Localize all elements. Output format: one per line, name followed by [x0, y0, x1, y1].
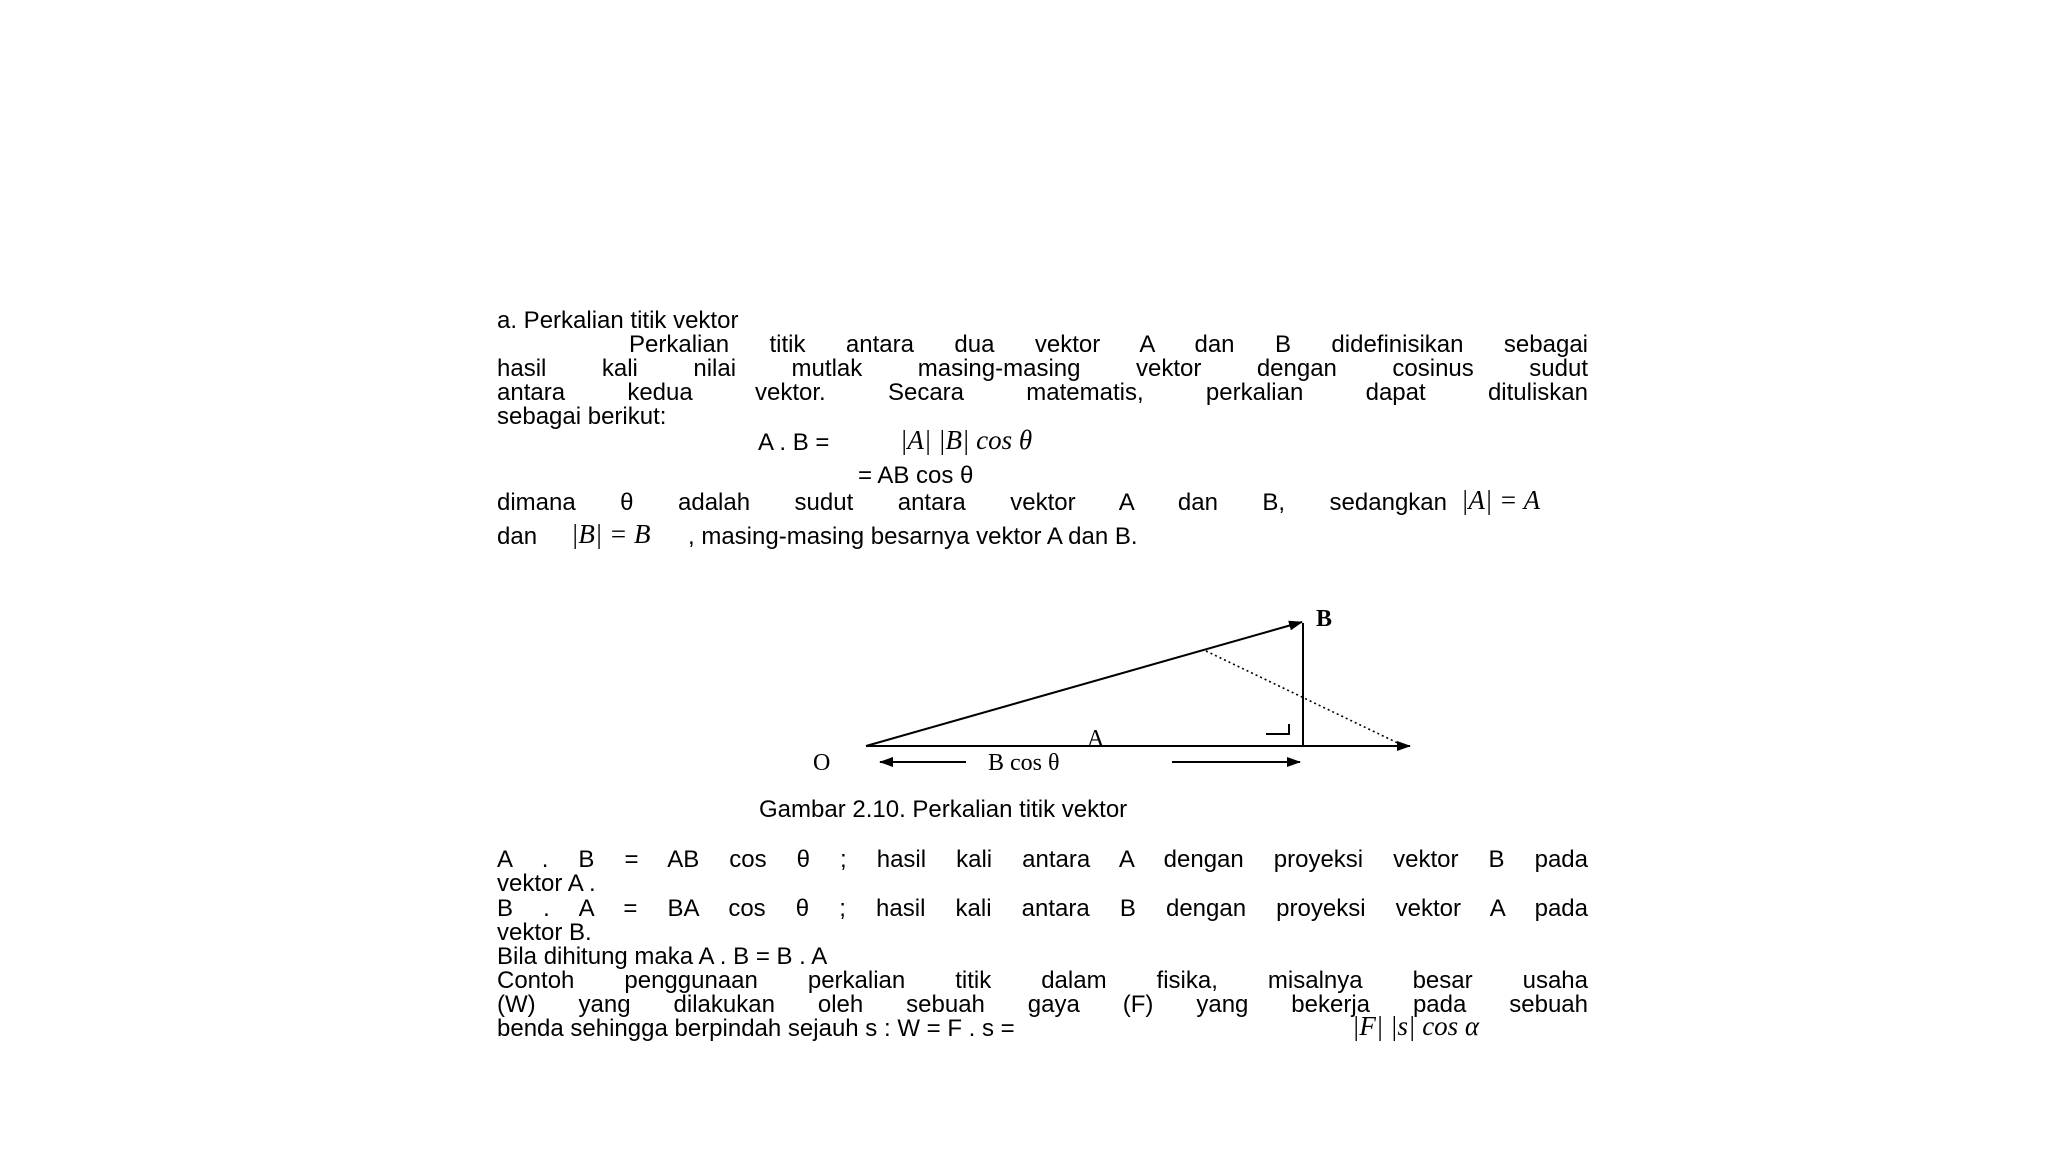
body-line-2: vektor A .: [497, 870, 596, 897]
label-b: B: [1316, 606, 1333, 632]
label-b-cos-theta: B cos θ: [988, 750, 1060, 776]
body-line-6: Contoh penggunaan perkalian titik dalam fisika, misalnya besar usaha: [497, 967, 1588, 994]
usage-formula: |F| |s| cos α: [1352, 1011, 1480, 1041]
body-line-3: B . A = BA cos θ ; hasil kali antara B dengan proyeksi vektor A pada: [497, 895, 1588, 922]
explanation-line-2-end: , masing-masing besarnya vektor A dan B.: [688, 523, 1138, 550]
vector-b-line: [866, 622, 1302, 746]
body-line-7: (W) yang dilakukan oleh sebuah gaya (F) yang bekerja pada sebuah: [497, 991, 1588, 1018]
label-o: O: [813, 750, 831, 776]
figure-caption: Gambar 2.10. Perkalian titik vektor: [759, 796, 1128, 823]
equation-lhs: A . B =: [758, 429, 830, 456]
body-line-8: benda sehingga berpindah sejauh s : W = F . s =: [497, 1015, 1015, 1042]
equation-line-2: = AB cos θ: [858, 462, 974, 489]
body-line-1: A . B = AB cos θ ; hasil kali antara A dengan proyeksi vektor B pada: [497, 846, 1588, 873]
explanation-line-2-start: dan: [497, 523, 538, 550]
abs-b-equals-b: |B| = B: [571, 519, 651, 549]
label-a: A: [1087, 726, 1105, 752]
explanation-line-1: dimana θ adalah sudut antara vektor A dan B, sedangkan: [497, 489, 1447, 516]
dotted-projection-line: [1206, 651, 1404, 746]
body-line-4: vektor B.: [497, 919, 592, 946]
equation-rhs-1: |A| |B| cos θ: [900, 425, 1033, 455]
intro-line-2: hasil kali nilai mutlak masing-masing vektor dengan cosinus sudut: [497, 355, 1588, 382]
section-heading: a. Perkalian titik vektor: [497, 307, 739, 334]
intro-line-4: sebagai berikut:: [497, 403, 667, 430]
intro-line-1: Perkalian titik antara dua vektor A dan B didefinisikan sebagai: [629, 331, 1588, 358]
body-line-5: Bila dihitung maka A . B = B . A: [497, 943, 828, 970]
intro-line-3: antara kedua vektor. Secara matematis, perkalian dapat dituliskan: [497, 379, 1588, 406]
right-angle-mark: [1266, 724, 1289, 734]
abs-a-equals-a: |A| = A: [1461, 485, 1541, 515]
